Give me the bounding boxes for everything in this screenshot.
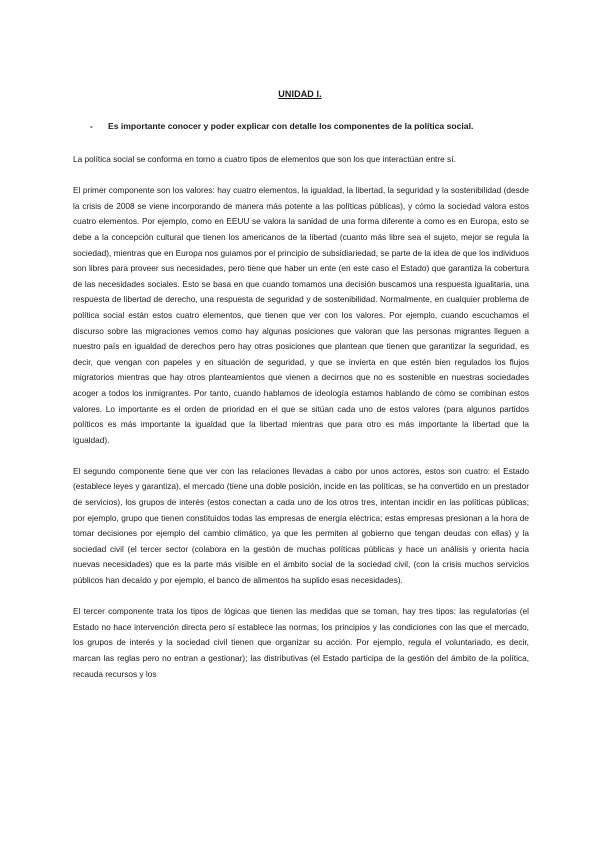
section-heading-text: Es importante conocer y poder explicar con detalle los componentes de la política social. — [108, 121, 474, 131]
paragraph-values: El primer componente son los valores: hay cuatro elementos, la igualdad, la libertad, la seguridad y la sostenibilidad (desde la crisis de 2008 se viene incorporando de manera más potente a las políticas públicas), y cómo la sociedad valora estos cuatro elementos. Por ejemplo, como en EEUU se valora la sanidad de una forma diferente a como es en Europa, esto se debe a la concepción cultural que tienen los americanos de la libertad (cuanto más libre sea el sujeto, mejor se regula la sociedad), mientras que en Europa nos guiamos por el principio de subsidiariedad, se parte de la idea de que los individuos son libres para proveer sus necesidades, pero tiene que haber un ente (en este caso el Estado) que garantiza la cobertura de las necesidades sociales. Esto se basa en que cuando tomamos una decisión buscamos una respuesta igualitaria, una respuesta de libertad de derecho, una respuesta de seguridad y de sostenibilidad. Normalmente, en cualquier problema de política social están estos cuatro elementos, que tienen que ver con los valores. Por ejemplo, cuando escuchamos el discurso sobre las migraciones vemos como hay algunas posiciones que valoran que las personas migrantes lleguen a nuestro país en igualdad de derechos pero hay otras posiciones que plantean que tienen que garantizar la seguridad, es decir, que vengan con papeles y en situación de seguridad, y que se invierta en que estén bien regulados los flujos migratorios mientras que hay otros planteamientos que vienen a decirnos que no es sostenible en nuestras sociedades acoger a todos los inmigrantes. Por tanto, cuando hablamos de ideología estamos hablando de cómo se combinan estos valores. Lo importante es el orden de prioridad en el que se sitúan cada uno de estos valores (para algunos partidos políticos es más importante la igualdad que la libertad mientras que para otro es más importante la libertad que la igualdad). — [73, 185, 529, 445]
paragraph-logics: El tercer componente trata los tipos de lógicas que tienen las medidas que se toman, hay tres tipos: las regulatorias (el Estado no hace intervención directa pero sí establece las normas, los principios y las condiciones con las que el mercado, los grupos de interés y la sociedad civil tienen que organizar su acción. Por ejemplo, regula el voluntariado, es decir, marcan las reglas pero no entran a gestionar); las distributivas (el Estado participa de la gestión del ámbito de la política, recauda recursos y los — [73, 606, 529, 679]
paragraph-actors: El segundo componente tiene que ver con las relaciones llevadas a cabo por unos actores, estos son cuatro: el Estado (establece leyes y garantiza), el mercado (tiene una doble posición, incide en las políticas, se ha convertido en un prestador de servicios), los grupos de interés (estos conectan a cada uno de los otros tres, intentan incidir en las políticas públicas; por ejemplo, grupo que tienen constituidos todas las empresas de energía eléctrica; estas empresas presionan a la hora de tomar decisiones por ejemplo del cambio climático, ya que les permiten al gobierno que tengan deudas con ellas) y la sociedad civil (el tercer sector (colabora en la gestión de muchas políticas públicas y hace un análisis y orienta hacia nuevas necesidades) que es la parte más visible en el ámbito social de la sociedad civil, (con la crisis muchos servicios públicos han decaído y por ejemplo, el banco de alimentos ha suplido esas necesidades). — [73, 465, 529, 586]
page-title: UNIDAD I. — [278, 89, 322, 99]
section-heading — [90, 121, 530, 131]
paragraph-intro: La política social se conforma en torno a cuatro tipos de elementos que son los que interactúan entre sí. — [73, 154, 456, 164]
document-body — [73, 152, 529, 698]
bullet-dash: - — [90, 121, 93, 131]
